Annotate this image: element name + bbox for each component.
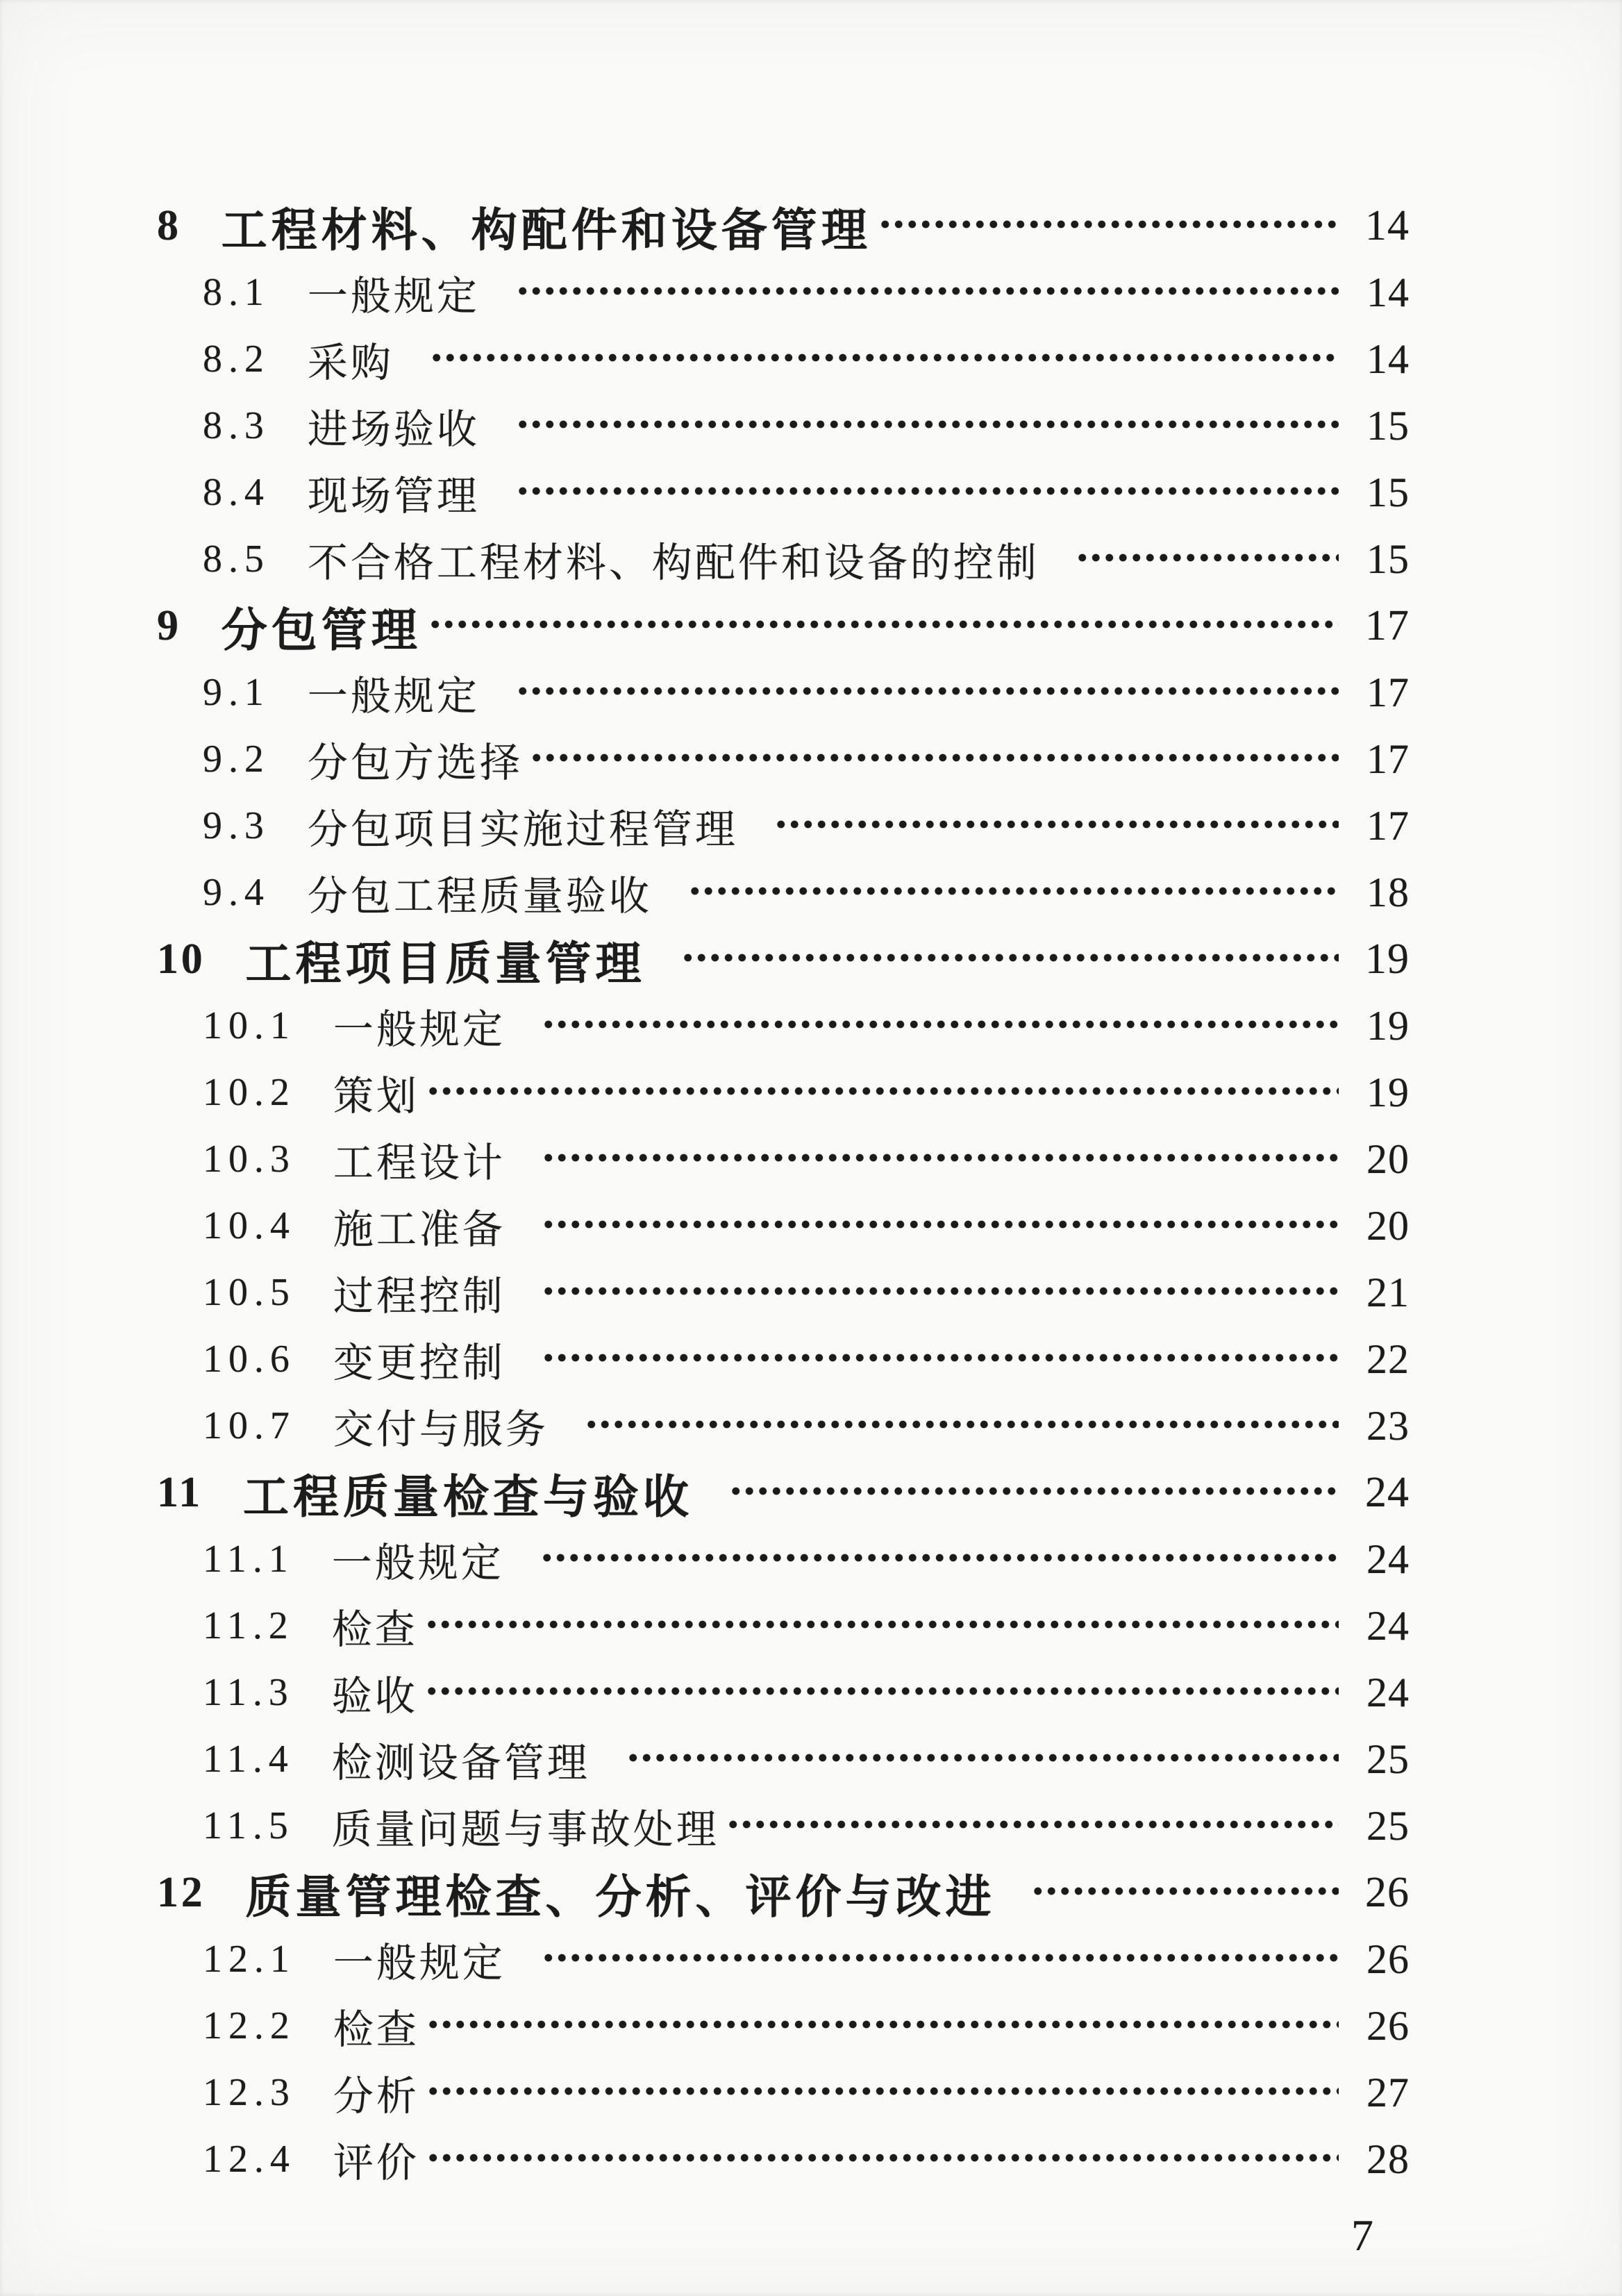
toc-entry-number: 8.4 [203,471,270,514]
toc-entry [0,2126,1622,2193]
dot-leader [542,1150,1339,1165]
dot-leader [542,1350,1339,1365]
toc-entry-page-number: 17 [1366,802,1410,849]
dot-leader [774,817,1339,832]
toc-entry-page-number: 14 [1365,201,1410,249]
toc-entry-title: 变更控制 [333,1340,505,1386]
toc-entry-number: 8.2 [203,338,270,381]
toc-entry [0,859,1622,926]
dot-leader [425,1617,1339,1632]
toc-entry-page-number: 17 [1366,735,1410,782]
toc-entry-page-number: 19 [1366,1002,1410,1049]
toc-entry-number: 12.4 [203,2138,296,2181]
toc-entry-page-number: 21 [1366,1269,1410,1315]
toc-entry-number: 12.1 [203,1938,296,1981]
toc-entry-page-number: 23 [1366,1402,1410,1449]
toc-entry [0,2059,1622,2126]
toc-entry-title: 分包项目实施过程管理 [307,807,738,852]
toc-entry [0,1326,1622,1392]
toc-entry-title: 分包管理 [221,605,421,656]
toc-entry-title: 检测设备管理 [331,1740,590,1786]
dot-leader [426,2083,1339,2099]
toc-entry [0,192,1622,259]
toc-entry [0,992,1622,1059]
toc-entry-title: 一般规定 [331,1540,504,1586]
toc-entry-number: 10.4 [203,1204,296,1247]
toc-entry [0,1726,1622,1792]
dot-leader [426,1083,1339,1099]
dot-leader [428,617,1339,632]
toc-entry-number: 9.2 [203,738,270,781]
toc-entry-title: 验收 [331,1674,418,1719]
dot-leader [516,417,1339,432]
toc-entry [0,459,1622,526]
toc-entry [0,1792,1622,1859]
toc-entry-page-number: 25 [1366,1736,1410,1782]
toc-entry-title: 过程控制 [333,1274,505,1319]
toc-entry-page-number: 26 [1366,2002,1410,2049]
toc-entry-title: 质量管理检查、分析、评价与改进 [245,1872,996,1923]
toc-entry [0,1192,1622,1259]
toc-entry-page-number: 17 [1366,669,1410,715]
toc-entry-title: 现场管理 [307,474,480,519]
toc-entry-page-number: 26 [1366,1936,1410,1982]
toc-entry-number: 10.6 [203,1338,296,1381]
toc-entry-title: 分包工程质量验收 [307,874,652,919]
toc-entry-number: 8 [157,201,181,249]
toc-entry-page-number: 15 [1366,535,1410,582]
toc-entry-title: 工程设计 [333,1140,505,1186]
toc-entry [0,926,1622,992]
dot-leader [729,1483,1339,1499]
dot-leader [540,1550,1339,1565]
toc-entry-number: 10.3 [203,1138,296,1181]
toc-entry-number: 11.3 [203,1671,294,1714]
dot-leader [542,1217,1339,1232]
dot-leader [726,1817,1339,1832]
toc-entry-page-number: 19 [1365,935,1410,983]
toc-entry-number: 12 [157,1868,206,1916]
toc-entry [0,259,1622,326]
toc-entry-page-number: 20 [1366,1135,1410,1182]
toc-entry-title: 工程质量检查与验收 [243,1472,694,1523]
toc-entry-number: 8.3 [203,404,270,447]
dot-leader [585,1417,1339,1432]
toc-entry-title: 一般规定 [307,674,480,719]
toc-entry-page-number: 28 [1366,2136,1410,2182]
toc-entry [0,526,1622,592]
toc-entry-title: 进场验收 [307,407,480,452]
dot-leader [516,683,1339,699]
toc-entry-number: 9.3 [203,804,270,847]
dot-leader [688,883,1339,899]
dot-leader [425,1683,1339,1699]
toc-entry-title: 评价 [333,2140,419,2186]
toc-entry-title: 一般规定 [333,1007,505,1052]
toc-entry-number: 12.3 [203,2071,296,2114]
dot-leader [681,950,1339,965]
toc-entry-number: 10.7 [203,1404,296,1447]
toc-entry-page-number: 15 [1366,469,1410,515]
dot-leader [542,1950,1339,1965]
toc-entry [0,1926,1622,1993]
dot-leader [426,2150,1339,2165]
toc-entry-number: 10.1 [203,1004,296,1047]
toc-entry-number: 11.2 [203,1604,294,1647]
toc-entry-number: 10.2 [203,1071,296,1114]
toc-entry-page-number: 14 [1366,269,1410,315]
toc-entry [0,1459,1622,1526]
dot-leader [878,217,1339,232]
toc-entry-title: 分析 [333,2074,419,2119]
toc-entry-page-number: 24 [1366,1536,1410,1582]
page-footer-number: 7 [1351,2211,1373,2260]
toc-entry-page-number: 18 [1366,869,1410,915]
toc-entry-number: 10.5 [203,1271,296,1314]
dot-leader [1031,1883,1339,1899]
toc-entry-number: 9.1 [203,671,270,714]
toc-entry [0,659,1622,726]
toc-entry-page-number: 25 [1366,1802,1410,1849]
toc-entry [0,1259,1622,1326]
toc-entry-title: 交付与服务 [333,1407,549,1452]
toc-entry-number: 11 [157,1468,203,1516]
toc-entry-page-number: 19 [1366,1069,1410,1115]
toc-entry-number: 9 [157,601,181,649]
toc-entry-page-number: 24 [1366,1602,1410,1649]
toc-entry-page-number: 15 [1366,402,1410,449]
dot-leader [626,1750,1339,1765]
toc-entry-title: 检查 [333,2007,419,2052]
toc-entry-title: 施工准备 [333,1207,505,1252]
toc-entry-title: 分包方选择 [307,740,523,785]
toc-entry [0,792,1622,859]
toc-entry-title: 工程材料、构配件和设备管理 [221,205,871,256]
toc-entry-title: 工程项目质量管理 [245,938,646,990]
toc-entry [0,326,1622,392]
dot-leader [516,283,1339,299]
toc-entry-number: 12.2 [203,2004,296,2047]
toc-entry-page-number: 20 [1366,1202,1410,1249]
dot-leader [516,483,1339,499]
toc-entry [0,1059,1622,1126]
dot-leader [530,750,1339,765]
dot-leader [542,1283,1339,1299]
toc-list [0,192,1622,2193]
dot-leader [430,350,1339,365]
toc-entry-number: 9.4 [203,871,270,914]
toc-entry [0,1659,1622,1726]
toc-entry-title: 策划 [333,1074,419,1119]
toc-entry-title: 一般规定 [333,1940,505,1986]
toc-entry-number: 11.4 [203,1738,294,1781]
toc-entry [0,1126,1622,1192]
toc-entry-title: 质量问题与事故处理 [331,1807,719,1852]
toc-entry [0,1392,1622,1459]
dot-leader [1076,550,1339,565]
toc-entry-page-number: 24 [1366,1669,1410,1715]
toc-entry-number: 8.1 [203,271,270,314]
toc-entry-number: 11.1 [203,1538,294,1581]
toc-entry-number: 8.5 [203,538,270,581]
toc-entry-number: 11.5 [203,1804,294,1847]
toc-entry [0,1526,1622,1592]
toc-entry-title: 一般规定 [307,274,480,319]
toc-entry [0,1859,1622,1926]
dot-leader [542,1017,1339,1032]
toc-entry-page-number: 24 [1365,1468,1410,1516]
toc-entry-title: 采购 [307,340,394,385]
toc-entry-title: 不合格工程材料、构配件和设备的控制 [307,540,1039,585]
toc-entry [0,392,1622,459]
toc-entry-page-number: 14 [1366,335,1410,382]
toc-entry-page-number: 27 [1366,2069,1410,2115]
toc-entry-title: 检查 [331,1607,418,1652]
toc-entry [0,1592,1622,1659]
toc-entry-page-number: 17 [1365,601,1410,649]
toc-entry-number: 10 [157,935,206,983]
toc-entry-page-number: 22 [1366,1336,1410,1382]
toc-entry [0,1993,1622,2059]
toc-entry [0,592,1622,659]
dot-leader [426,2017,1339,2032]
toc-entry [0,726,1622,792]
toc-entry-page-number: 26 [1365,1868,1410,1916]
